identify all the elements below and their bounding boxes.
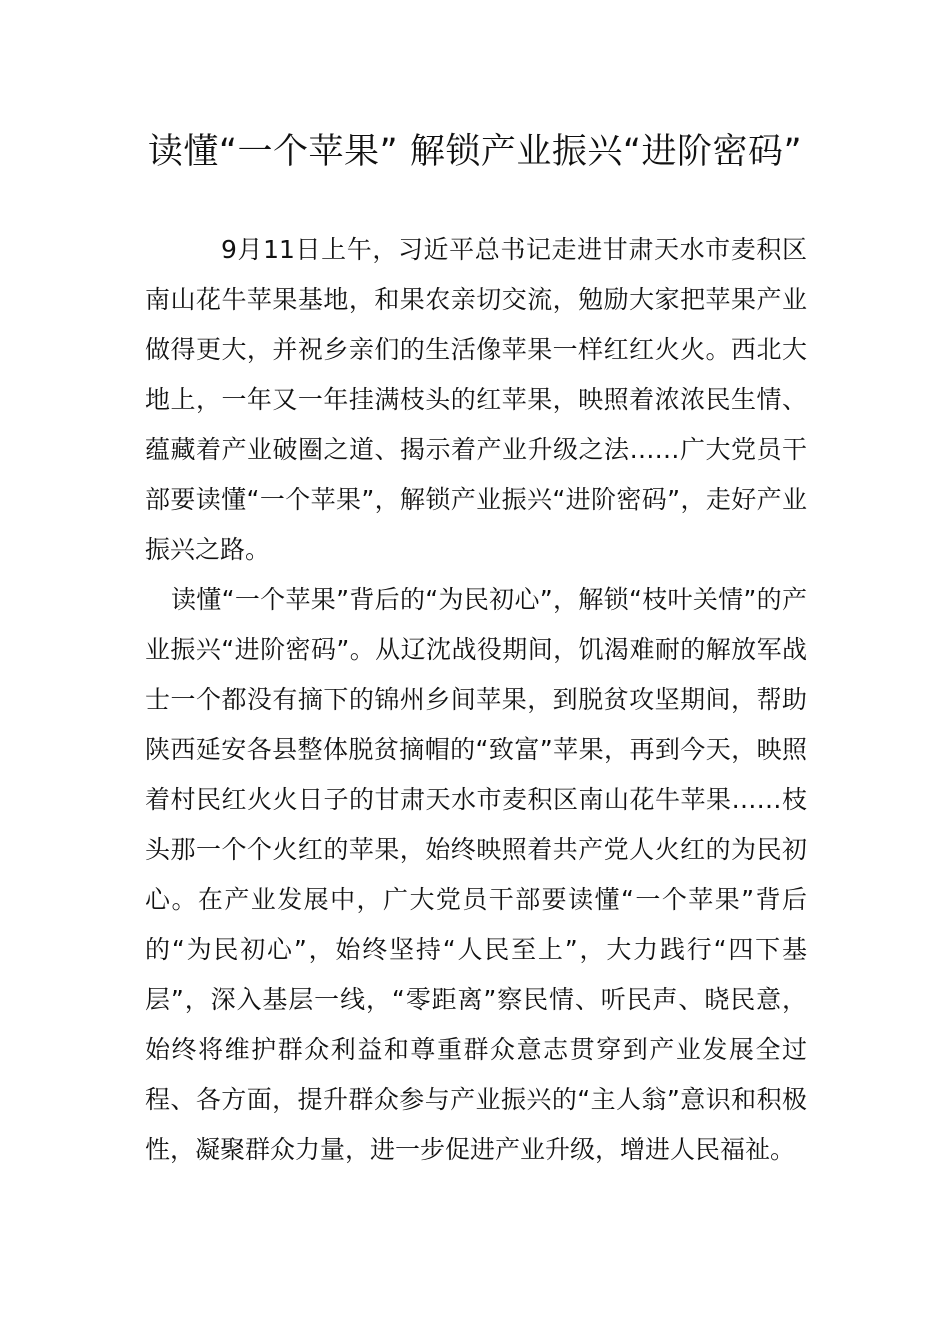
- article-paragraph-2: 读懂“一个苹果”背后的“为民初心”，解锁“枝叶关情”的产业振兴“进阶密码”。从辽沈战役期间，饥渴难耐的解放军战士一个都没有摘下的锦州乡间苹果，到脱贫攻坚期间，帮助陕西延安各县整体脱贫摘帽的“致富”苹果，再到今天，映照着村民红火火日子的甘肃天水市麦积区南山花牛苹果……枝头那一个个火红的苹果，始终映照着共产党人火红的为民初心。在产业发展中，广大党员干部要读懂“一个苹果”背后的“为民初心”，始终坚持“人民至上”，大力践行“四下基层”，深入基层一线，“零距离”察民情、听民声、晓民意，始终将维护群众利益和尊重群众意志贯穿到产业发展全过程、各方面，提升群众参与产业振兴的“主人翁”意识和积极性，凝聚群众力量，进一步促进产业升级，增进人民福祉。: [145, 585, 807, 1164]
- article-title: 读懂“一个苹果” 解锁产业振兴“进阶密码”: [147, 132, 803, 172]
- article-paragraph-1: 9月11日上午，习近平总书记走进甘肃天水市麦积区南山花牛苹果基地，和果农亲切交流，勉励大家把苹果产业做得更大，并祝乡亲们的生活像苹果一样红红火火。西北大地上，一年又一年挂满枝头的红苹果，映照着浓浓民生情、蕴藏着产业破圈之道、揭示着产业升级之法……广大党员干部要读懂“一个苹果”，解锁产业振兴“进阶密码”，走好产业振兴之路。: [145, 235, 807, 564]
